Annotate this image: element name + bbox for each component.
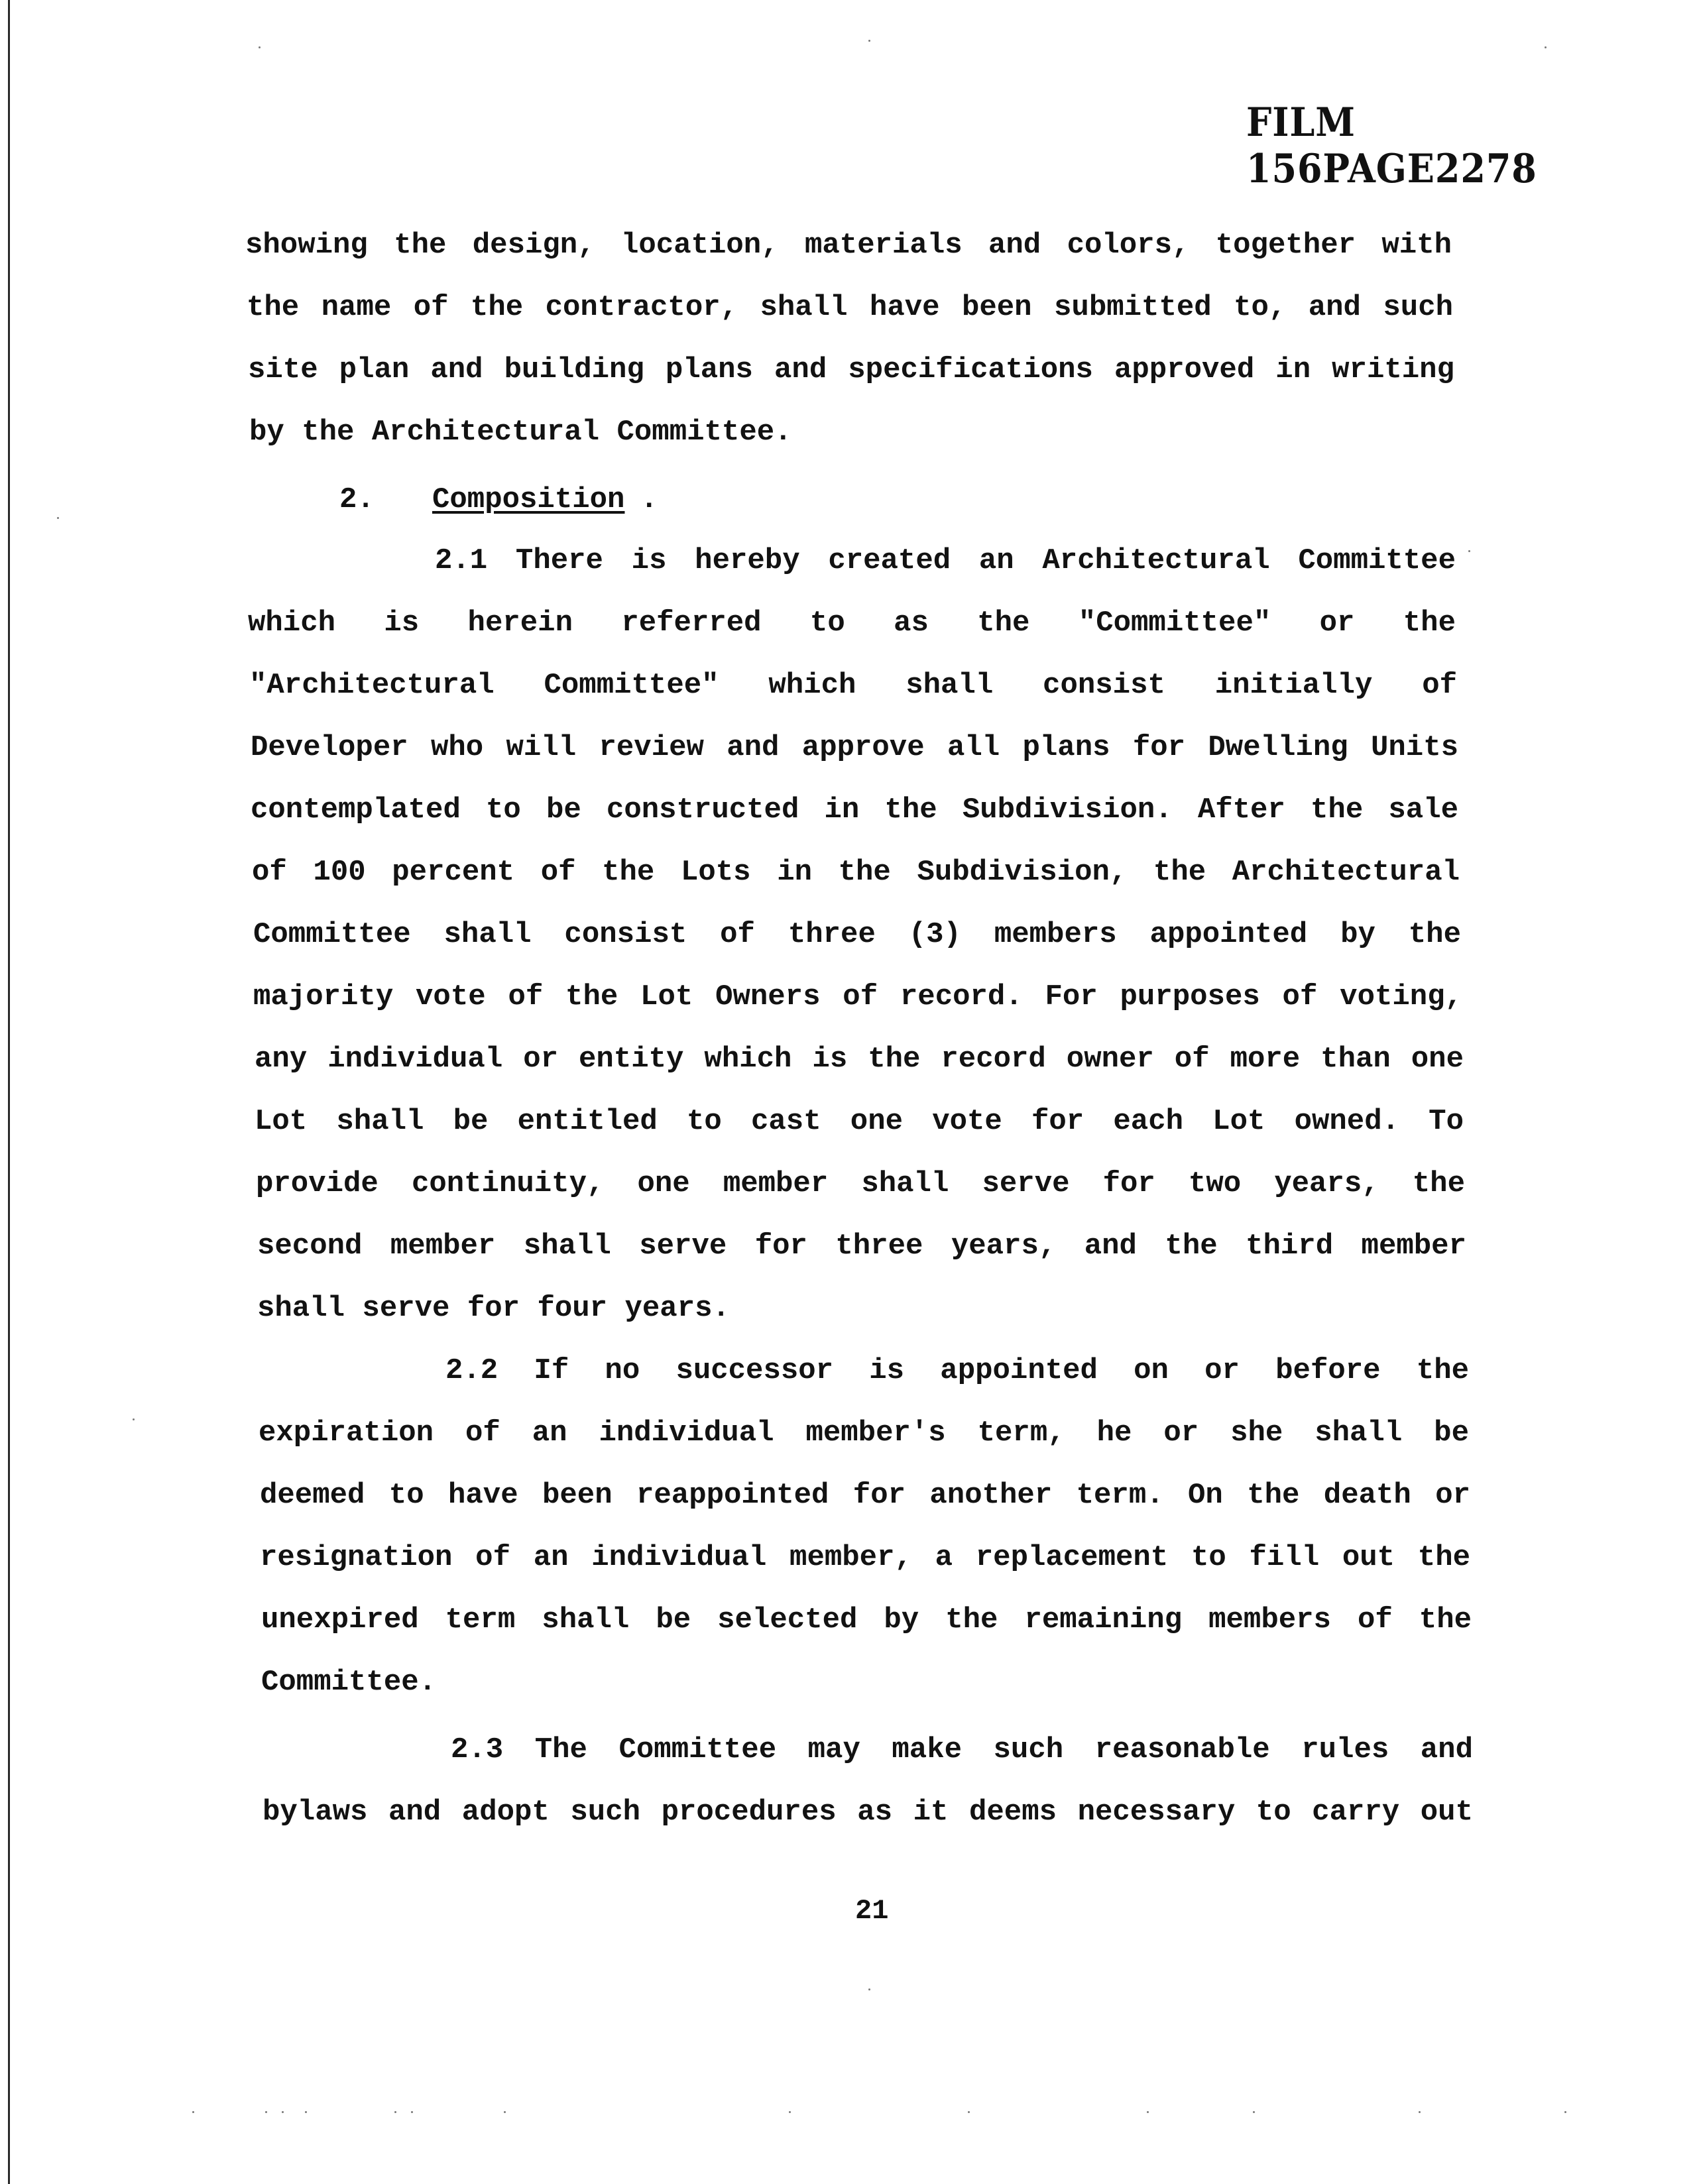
text-line: Lot shall be entitled to cast one vote for each Lot owned. To: [255, 1105, 1464, 1138]
text-line: Committee shall consist of three (3) members appointed by the: [253, 918, 1461, 951]
text-line: resignation of an individual member, a replacement to fill out the: [260, 1541, 1470, 1574]
text-line: 2.1 There is hereby created an Architectural Committee: [435, 544, 1456, 577]
scan-speck: [1545, 46, 1547, 48]
scan-speck: [504, 2111, 506, 2113]
scan-speck: [192, 2111, 194, 2113]
text-line: expiration of an individual member's term, he or she shall be: [259, 1416, 1469, 1450]
scan-speck: [1564, 2111, 1566, 2113]
text-line: the name of the contractor, shall have been submitted to, and such: [247, 291, 1453, 324]
scan-speck: [133, 1418, 135, 1420]
text-line: showing the design, location, materials and colors, together with: [245, 229, 1452, 262]
scan-speck: [868, 1988, 870, 1990]
scan-speck: [968, 2111, 970, 2113]
text-line: second member shall serve for three years, and the third member: [257, 1230, 1466, 1263]
scan-speck: [1147, 2111, 1149, 2113]
text-line: 2.2 If no successor is appointed on or before the: [445, 1354, 1469, 1387]
text-line: shall serve for four years.: [257, 1292, 730, 1325]
scan-speck: [411, 2111, 413, 2113]
scan-speck: [282, 2111, 284, 2113]
scan-speck: [1419, 2111, 1421, 2113]
page-number: 21: [855, 1895, 889, 1927]
scan-edge-line: [8, 0, 10, 2184]
scan-speck: [259, 46, 261, 48]
scan-speck: [305, 2111, 307, 2113]
text-line: any individual or entity which is the record owner of more than one: [255, 1043, 1464, 1076]
text-line: bylaws and adopt such procedures as it deems necessary to carry out: [263, 1796, 1473, 1829]
scan-speck: [394, 2111, 396, 2113]
scan-speck: [265, 2111, 267, 2113]
section-title: Composition: [432, 483, 625, 516]
scan-speck: [789, 2111, 791, 2113]
text-line: Developer who will review and approve all plans for Dwelling Units: [251, 731, 1458, 764]
text-line: which is herein referred to as the "Committee" or the: [248, 606, 1456, 640]
text-line: 2.3 The Committee may make such reasonable rules and: [451, 1733, 1473, 1766]
text-line: majority vote of the Lot Owners of record. For purposes of voting,: [253, 980, 1462, 1013]
section-title-period: .: [640, 483, 658, 516]
text-line: contemplated to be constructed in the Subdivision. After the sale: [251, 793, 1458, 827]
recording-stamp: FILM 156PAGE2278: [1246, 99, 1537, 192]
scan-speck: [1468, 550, 1470, 552]
text-line: site plan and building plans and specifications approved in writing: [248, 353, 1454, 386]
scan-speck: [868, 40, 870, 42]
text-line: deemed to have been reappointed for another term. On the death or: [260, 1479, 1470, 1512]
text-line: of 100 percent of the Lots in the Subdivision, the Architectural: [252, 856, 1460, 889]
scan-speck: [57, 517, 59, 519]
scan-speck: [1253, 2111, 1255, 2113]
text-line: provide continuity, one member shall serve for two years, the: [256, 1167, 1465, 1200]
text-line: "Architectural Committee" which shall consist initially of: [249, 669, 1457, 702]
text-line: Committee.: [261, 1666, 437, 1699]
text-line: by the Architectural Committee.: [249, 416, 792, 449]
section-number: 2.: [339, 483, 375, 516]
text-line: unexpired term shall be selected by the remaining members of the: [261, 1603, 1472, 1637]
